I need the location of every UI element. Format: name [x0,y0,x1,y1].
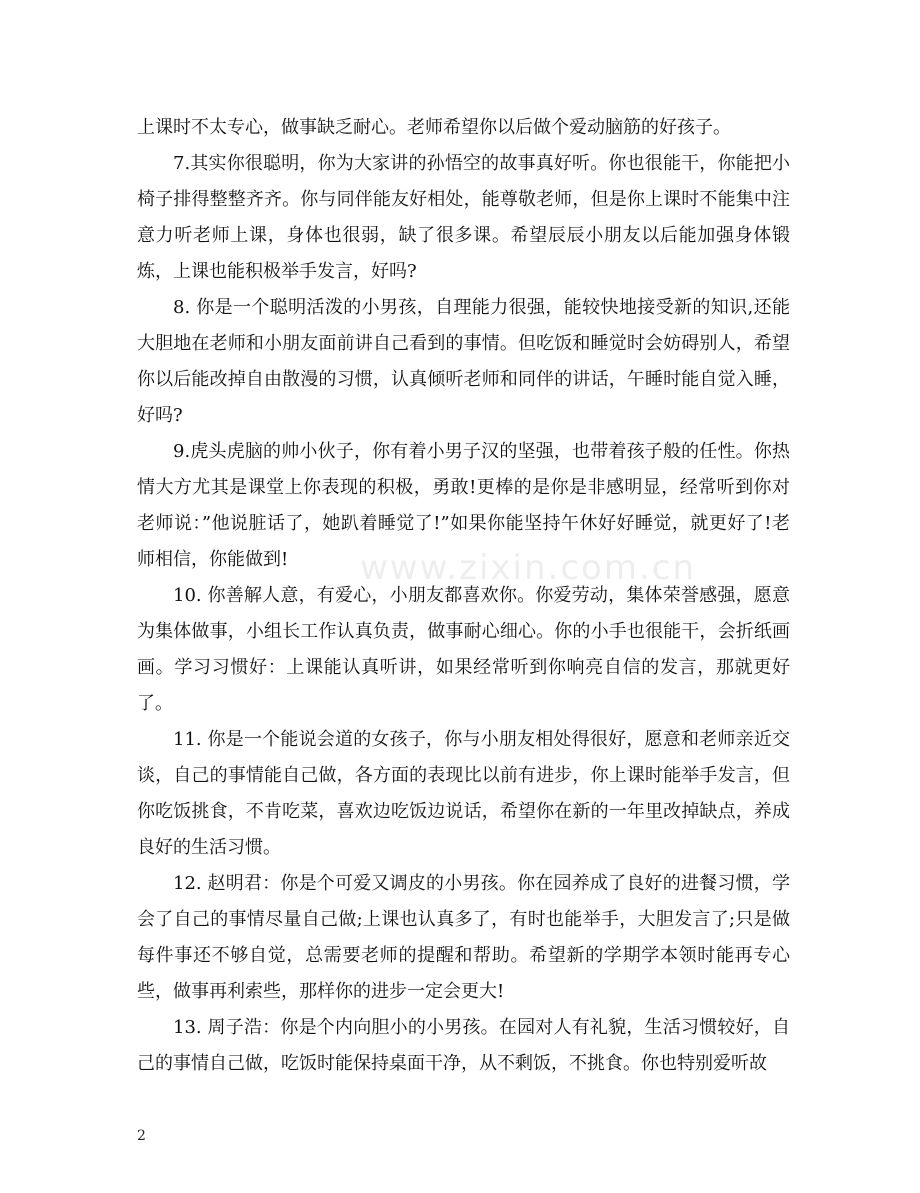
body-text [137,110,790,1082]
page-number: 2 [137,1128,146,1144]
paragraph-13: 13. 周子浩：你是个内向胆小的小男孩。在园对人有礼貌，生活习惯较好，自己的事情自己做，吃饭时能保持桌面干净，从不剩饭，不挑食。你也特别爱听故 [137,1017,790,1074]
paragraph-continuation: 上课时不太专心，做事缺乏耐心。老师希望你以后做个爱动脑筋的好孩子。 [137,117,731,138]
watermark: www.zixin.com.cn [360,548,696,588]
paragraph-11: 11. 你是一个能说会道的女孩子，你与小朋友相处得很好，愿意和老师亲近交谈，自己的事情能自己做，各方面的表现比以前有进步，你上课时能举手发言，但你吃饭挑食，不肯吃菜，喜欢边吃饭边说话，希望你在新的一年里改掉缺点，养成良好的生活习惯。 [137,729,790,858]
paragraph-9: 9.虎头虎脑的帅小伙子，你有着小男子汉的坚强，也带着孩子般的任性。你热情大方尤其是课堂上你表现的积极，勇敢!更棒的是你是非感明显，经常听到你对老师说：”他说脏话了，她趴着睡觉了!”如果你能坚持午休好好睡觉，就更好了!老师相信，你能做到! [137,441,790,570]
paragraph-10: 10. 你善解人意，有爱心，小朋友都喜欢你。你爱劳动，集体荣誉感强，愿意为集体做事，小组长工作认真负责，做事耐心细心。你的小手也很能干，会折纸画画。学习习惯好：上课能认真听讲，如果经常听到你响亮自信的发言，那就更好了。 [137,585,790,714]
paragraph-8: 8. 你是一个聪明活泼的小男孩，自理能力很强，能较快地接受新的知识,还能大胆地在老师和小朋友面前讲自己看到的事情。但吃饭和睡觉时会妨碍别人，希望你以后能改掉自由散漫的习惯，认真倾听老师和同伴的讲话，午睡时能自觉入睡，好吗? [137,297,790,426]
paragraph-12: 12. 赵明君：你是个可爱又调皮的小男孩。你在园养成了良好的进餐习惯，学会了自己的事情尽量自己做;上课也认真多了，有时也能举手，大胆发言了;只是做每件事还不够自觉，总需要老师的提醒和帮助。希望新的学期学本领时能再专心些，做事再利索些，那样你的进步一定会更大! [137,873,790,1002]
paragraph-7: 7.其实你很聪明，你为大家讲的孙悟空的故事真好听。你也很能干，你能把小椅子排得整整齐齐。你与同伴能友好相处，能尊敬老师，但是你上课时不能集中注意力听老师上课，身体也很弱，缺了很多课。希望辰辰小朋友以后能加强身体锻炼，上课也能积极举手发言，好吗? [137,153,790,282]
